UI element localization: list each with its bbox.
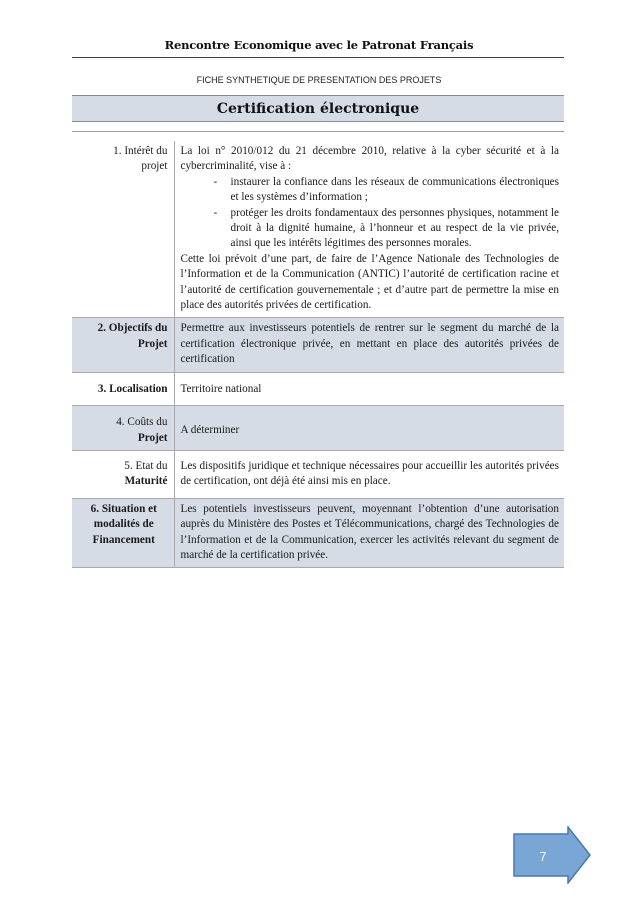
label-interet <box>72 141 174 318</box>
value-localisation: Territoire national <box>174 372 564 405</box>
page-number: 7 <box>539 849 547 864</box>
project-title-band <box>72 95 564 122</box>
table-top-divider <box>72 131 564 132</box>
label-line: 4. Coûts du <box>116 416 168 429</box>
page-number-badge <box>512 826 592 884</box>
label-maturite <box>72 450 174 498</box>
objectives-list <box>181 175 560 252</box>
project-summary-table <box>72 141 564 568</box>
label-line: 6. Situation et <box>90 502 157 515</box>
label-line: 2. Objectifs du <box>97 322 168 335</box>
list-item: - protéger les droits fondamentaux des personnes physiques, notamment le droit à la dignité humaine, à l’honneur et au respect de la vie privée, ainsi que les intérêts légitimes des personnes morales. <box>231 206 560 252</box>
label-line: 5. Etat du <box>124 459 168 472</box>
label-objectifs <box>72 318 174 372</box>
label-line: Projet <box>137 337 168 350</box>
arrow-badge-icon <box>514 827 590 883</box>
header-title: Rencontre Economique avec le Patronat Français <box>164 38 474 52</box>
row-financement <box>72 498 564 568</box>
value-objectifs: Permettre aux investisseurs potentiels de rentrer sur le segment du marché de la certification électronique privée, en mettant en place des autorités privées de certification <box>174 318 564 372</box>
project-title: Certification électronique <box>216 100 420 117</box>
label-line: Financement <box>92 533 155 546</box>
label-line: 1. Intérêt du <box>113 145 168 157</box>
row-maturite <box>72 450 564 498</box>
list-item: - instaurer la confiance dans les réseaux de communications électroniques et les systèmes d’information ; <box>231 175 560 206</box>
label-line: Projet <box>137 431 168 444</box>
conclusion-text: Cette loi prévoit d’une part, de faire de l’Agence Nationale des Technologies de l’Information et de la Communication (ANTIC) l’autorité de certification racine et l’autorité de certification gouvernementale ; et d’autre part de permettre la mise en place des autorités privées de certification. <box>180 252 559 312</box>
row-interet <box>72 141 564 318</box>
value-interet <box>174 141 564 318</box>
document-subtitle: FICHE SYNTHETIQUE DE PRESENTATION DES PROJETS <box>196 75 442 85</box>
label-line: modalités de <box>93 518 154 531</box>
intro-text: La loi n° 2010/012 du 21 décembre 2010, relative à la cyber sécurité et à la cybercriminalité, vise à : <box>180 145 559 173</box>
label-financement <box>72 498 174 568</box>
row-localisation <box>72 372 564 405</box>
value-maturite: Les dispositifs juridique et technique nécessaires pour accueillir les autorités privées de certification, ont déjà été ainsi mis en place. <box>174 450 564 498</box>
label-couts <box>72 406 174 451</box>
label-line: Maturité <box>124 475 168 488</box>
row-objectifs <box>72 318 564 372</box>
header-divider <box>72 57 564 58</box>
label-localisation <box>72 372 174 405</box>
row-couts <box>72 406 564 451</box>
value-couts: A déterminer <box>174 406 564 451</box>
value-financement: Les potentiels investisseurs peuvent, moyennant l’obtention d’une autorisation auprès du Ministère des Postes et Télécommunications, chargé des Technologies de l’Information et de la Communication, exercer les activités relevant du segment de marché de la certification privée. <box>174 498 564 568</box>
label-line: 3. Localisation <box>97 382 168 395</box>
label-line: projet <box>141 160 168 173</box>
